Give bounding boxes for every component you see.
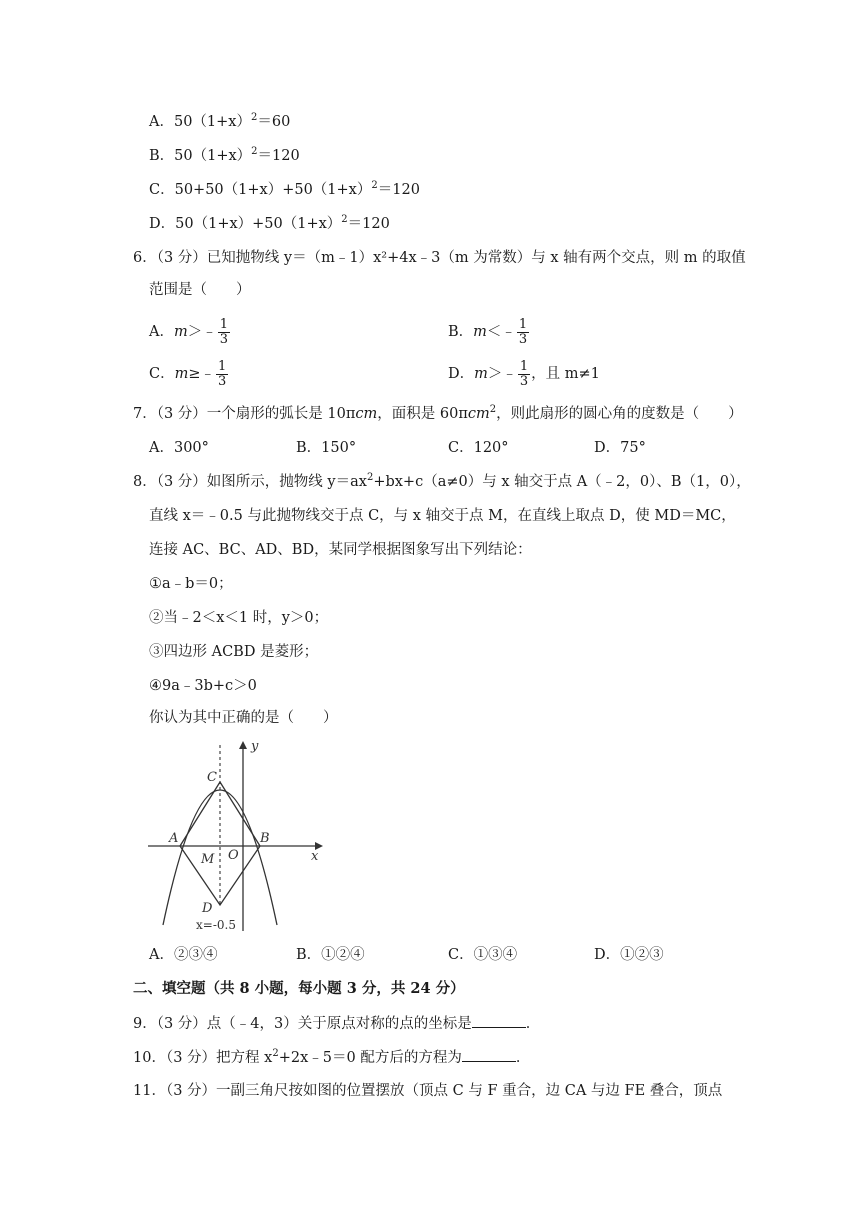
q8-option-b: B．①②④ [296,947,365,963]
q7-option-b: B．150° [296,440,357,456]
q7-option-c: C．120° [448,440,509,456]
label-a: A [169,831,179,846]
fraction: $\frac{1}{3}$ [518,316,528,347]
fraction: $\frac{1}{3}$ [519,358,529,389]
q9-stem: 9．（3 分）点（﹣4，3）关于原点对称的点的坐标是 ． [133,1013,540,1034]
label-o: O [228,848,239,863]
label-y: y [251,739,259,754]
q8-stem-line2: 直线 x＝﹣0.5 与此抛物线交于点 C，与 x 轴交于点 M，在直线上取点 D，使 MD＝MC， [149,508,736,524]
q10-stem: 10．（3 分）把方程 $x^2+2x﹣5=0$ 配方后的方程为 ． [133,1048,531,1066]
answer-blank [472,1013,526,1028]
q8-stem-line3: 连接 AC、BC、AD、BD，某同学根据图象写出下列结论： [149,542,532,558]
q8-stem-line1: 8．（3 分）如图所示，抛物线 $y=ax^2+bx+c(a\ne 0)$与 x 轴交于点 A（﹣2，0）、B（1，0）， [133,472,751,490]
q11-stem: 11．（3 分）一副三角尺按如图的位置摆放（顶点 C 与 F 重合，边 CA 与边 FE 叠合，顶点 [133,1083,723,1099]
q8-option-d: D．①②③ [594,947,664,963]
q8-parabola-figure [145,735,335,935]
q7-stem: 7．（3 分）一个扇形的弧长是 10πcm，面积是 60πcm$^2$，则此扇形的圆心角的度数是（ ） [133,404,743,422]
q6-stem-line2: 范围是（ ） [149,282,251,298]
q7-option-a: A．300° [149,440,209,456]
q5-option-c: C．$50+50(1+x)+50(1+x)^2=120$ [149,180,420,198]
q8-option-c: C．①③④ [448,947,518,963]
label-d: D [202,901,213,916]
label-b: B [260,831,270,846]
y-axis-arrow [239,741,247,749]
fraction: $\frac{1}{3}$ [219,316,229,347]
answer-blank [462,1047,516,1062]
q8-question: 你认为其中正确的是（ ） [149,710,338,726]
q6-option-c: C．m≥﹣ $\frac{1}{3}$ [149,358,227,389]
q8-conclusion-4: ④9a﹣3b+c＞0 [149,678,257,694]
section-title-fill-in: 二、填空题（共 8 小题，每小题 3 分，共 24 分） [133,980,465,997]
label-x: x [311,849,319,864]
q8-conclusion-2: ②当﹣2＜x＜1 时，y＞0； [149,610,329,626]
q5-option-d: D．$50(1+x)+50(1+x)^2=120$ [149,214,390,232]
q8-conclusion-3: ③四边形 ACBD 是菱形； [149,644,319,660]
q6-option-b: B．m＜﹣ $\frac{1}{3}$ [448,316,528,347]
q6-stem-line1: 6．（3 分）已知抛物线 y＝（m﹣1）x²+4x﹣3（m 为常数）与 x 轴有两个交点，则 m 的取值 [133,250,746,266]
label-m: M [201,852,215,867]
q8-conclusion-1: ①a﹣b＝0； [149,576,233,592]
q7-option-d: D．75° [594,440,646,456]
q5-option-a: A．$50(1+x)^2=60$ [149,112,291,130]
fraction: $\frac{1}{3}$ [218,358,227,389]
q8-option-a: A．②③④ [149,947,218,963]
q5-option-b: B．$50(1+x)^2=120$ [149,146,300,164]
q6-option-d: D．m＞﹣ $\frac{1}{3}$ ，且 m≠1 [448,358,600,389]
label-c: C [207,770,217,785]
q6-option-a: A．m＞﹣ $\frac{1}{3}$ [149,316,229,347]
label-line: x=-0.5 [196,918,236,932]
